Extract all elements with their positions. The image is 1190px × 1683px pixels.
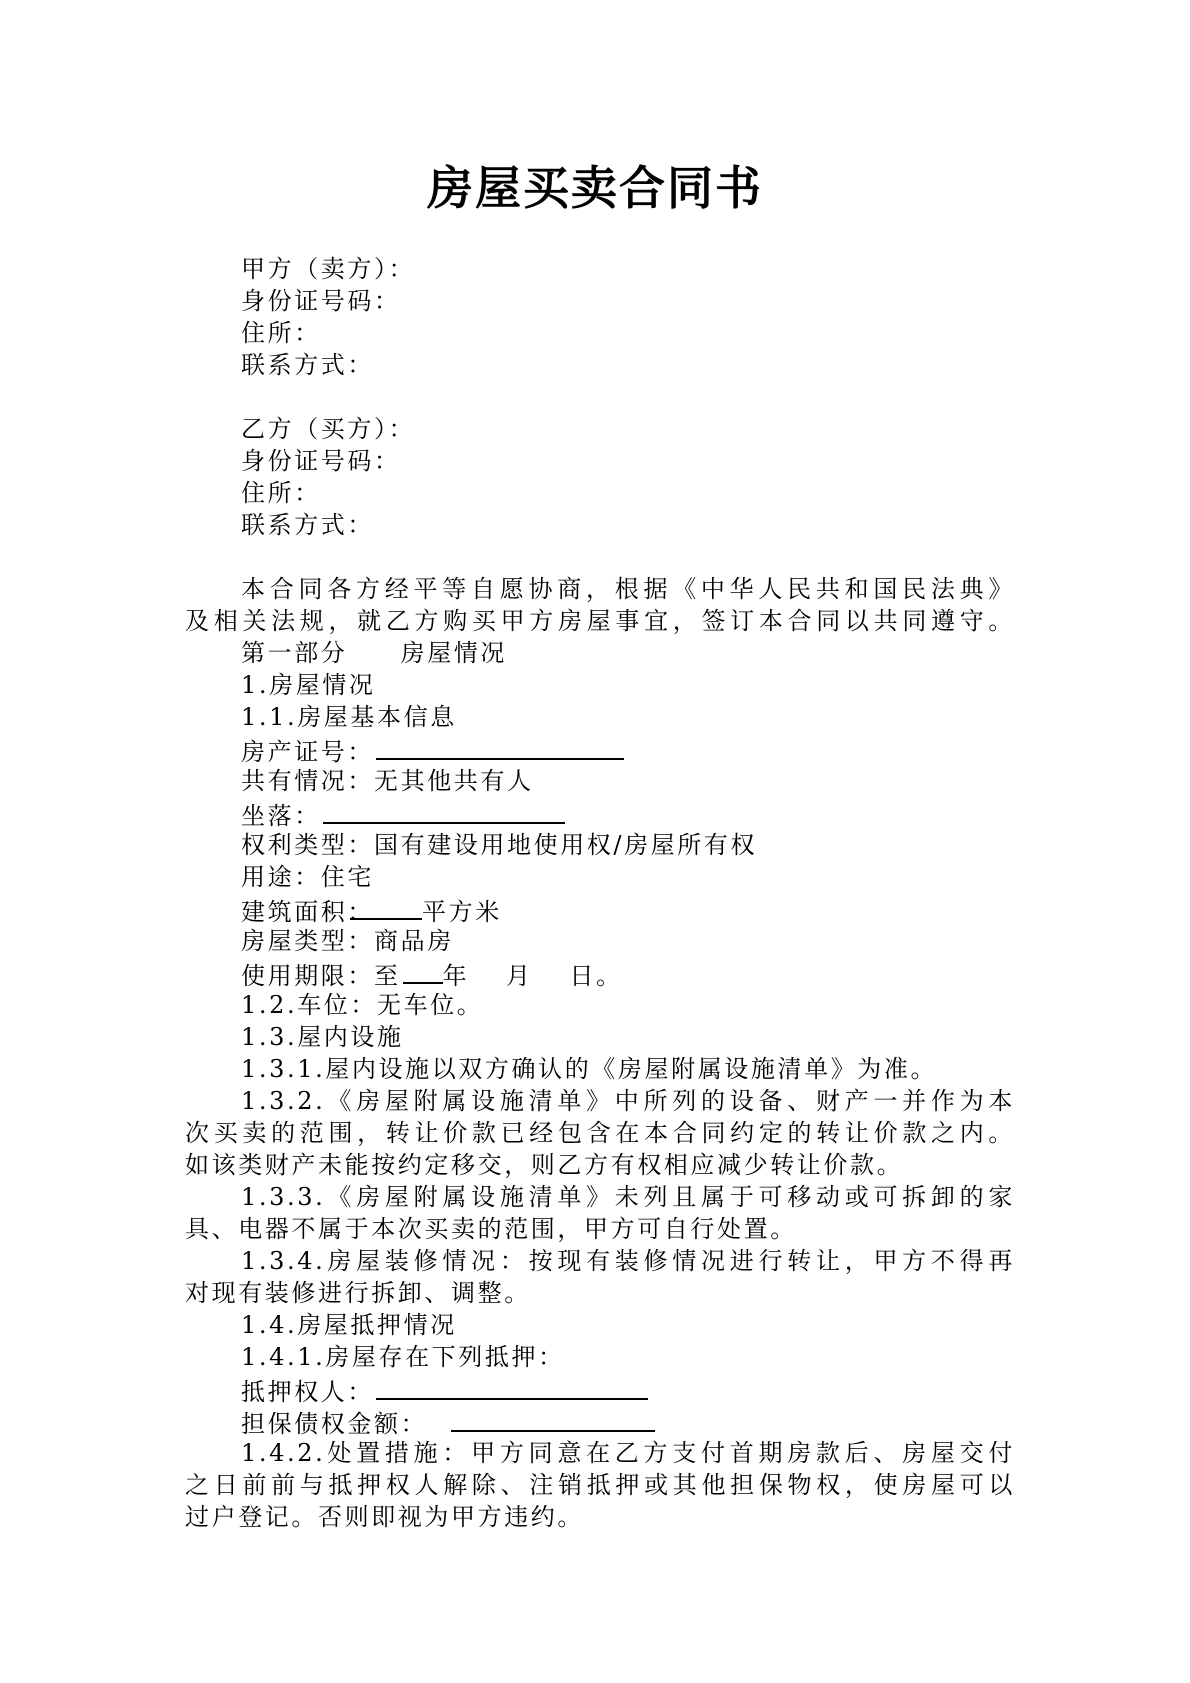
section-1-3-4-line-2: 对现有装修进行拆卸、调整。 <box>185 1279 531 1307</box>
preamble-line-2: 及相关法规，就乙方购买甲方房屋事宜，签订本合同以共同遵守。 <box>185 607 1015 635</box>
term-year-blank[interactable] <box>403 957 443 984</box>
section-1-3-2-line-3: 如该类财产未能按约定移交，则乙方有权相应减少转让价款。 <box>185 1151 904 1179</box>
section-1-4-1: 1.4.1.房屋存在下列抵押： <box>241 1343 565 1371</box>
party-b-contact: 联系方式： <box>241 511 374 539</box>
section-1-1: 1.1.房屋基本信息 <box>241 703 457 731</box>
party-a-address: 住所： <box>241 319 321 347</box>
section-1-3-3-line-1: 1.3.3.《房屋附属设施清单》未列且属于可移动或可拆卸的家 <box>241 1183 1015 1211</box>
location-row <box>185 797 1015 829</box>
party-a-id: 身份证号码： <box>241 287 401 315</box>
section-1-3: 1.3.屋内设施 <box>241 1023 404 1051</box>
contract-body <box>185 253 1015 1533</box>
usage: 用途：住宅 <box>241 863 374 891</box>
section-1-4-2-line-3: 过户登记。否则即视为甲方违约。 <box>185 1503 584 1531</box>
area-row <box>185 893 1015 925</box>
section-1-3-2-line-1: 1.3.2.《房屋附属设施清单》中所列的设备、财产一并作为本 <box>241 1087 1015 1115</box>
location-label: 坐落： <box>241 802 321 830</box>
house-type: 房屋类型：商品房 <box>241 927 454 955</box>
section-1-3-2-line-2: 次买卖的范围，转让价款已经包含在本合同约定的转让价款之内。 <box>185 1119 1015 1147</box>
spacer <box>185 541 1015 573</box>
page-title: 房屋买卖合同书 <box>427 161 763 215</box>
term-suffix: 年 月 日。 <box>442 962 623 990</box>
cert-number-label: 房产证号： <box>241 738 374 766</box>
section-1-4-2-line-2: 之日前前与抵押权人解除、注销抵押或其他担保物权，使房屋可以 <box>185 1471 1015 1499</box>
area-label: 建筑面积： <box>241 898 374 926</box>
mortgagee-label: 抵押权人： <box>241 1378 374 1406</box>
term-row <box>185 957 1015 989</box>
party-a-name: 甲方（卖方）： <box>241 255 416 283</box>
spacer <box>185 381 1015 413</box>
section-1-3-4-line-1: 1.3.4.房屋装修情况：按现有装修情况进行转让，甲方不得再 <box>241 1247 1015 1275</box>
mortgagee-blank[interactable] <box>376 1373 648 1400</box>
party-a-contact: 联系方式： <box>241 351 374 379</box>
section-1-4: 1.4.房屋抵押情况 <box>241 1311 457 1339</box>
party-b-id: 身份证号码： <box>241 447 401 475</box>
location-blank[interactable] <box>323 797 565 824</box>
section-1: 1.房屋情况 <box>241 671 376 699</box>
guarantee-row <box>185 1405 1015 1437</box>
party-b-name: 乙方（买方）： <box>241 415 416 443</box>
cert-number-row <box>185 733 1015 765</box>
guarantee-blank[interactable] <box>451 1405 655 1432</box>
cert-number-blank[interactable] <box>376 733 624 760</box>
preamble-line-1: 本合同各方经平等自愿协商，根据《中华人民共和国民法典》 <box>241 575 1015 603</box>
section-1-3-1: 1.3.1.屋内设施以双方确认的《房屋附属设施清单》为准。 <box>241 1055 938 1083</box>
party-b-address: 住所： <box>241 479 321 507</box>
rights-type: 权利类型：国有建设用地使用权/房屋所有权 <box>241 831 758 859</box>
section-1-2: 1.2.车位：无车位。 <box>241 991 484 1019</box>
section-1-3-3-line-2: 具、电器不属于本次买卖的范围，甲方可自行处置。 <box>185 1215 797 1243</box>
guarantee-label: 担保债权金额： <box>241 1410 428 1438</box>
section-1-4-2-line-1: 1.4.2.处置措施：甲方同意在乙方支付首期房款后、房屋交付 <box>241 1439 1015 1467</box>
area-blank[interactable] <box>350 893 422 920</box>
term-label: 使用期限：至 <box>241 962 401 990</box>
part1-heading: 第一部分 房屋情况 <box>241 639 507 667</box>
area-unit: 平方米 <box>422 898 502 926</box>
mortgagee-row <box>185 1373 1015 1405</box>
co-ownership: 共有情况：无其他共有人 <box>241 767 534 795</box>
